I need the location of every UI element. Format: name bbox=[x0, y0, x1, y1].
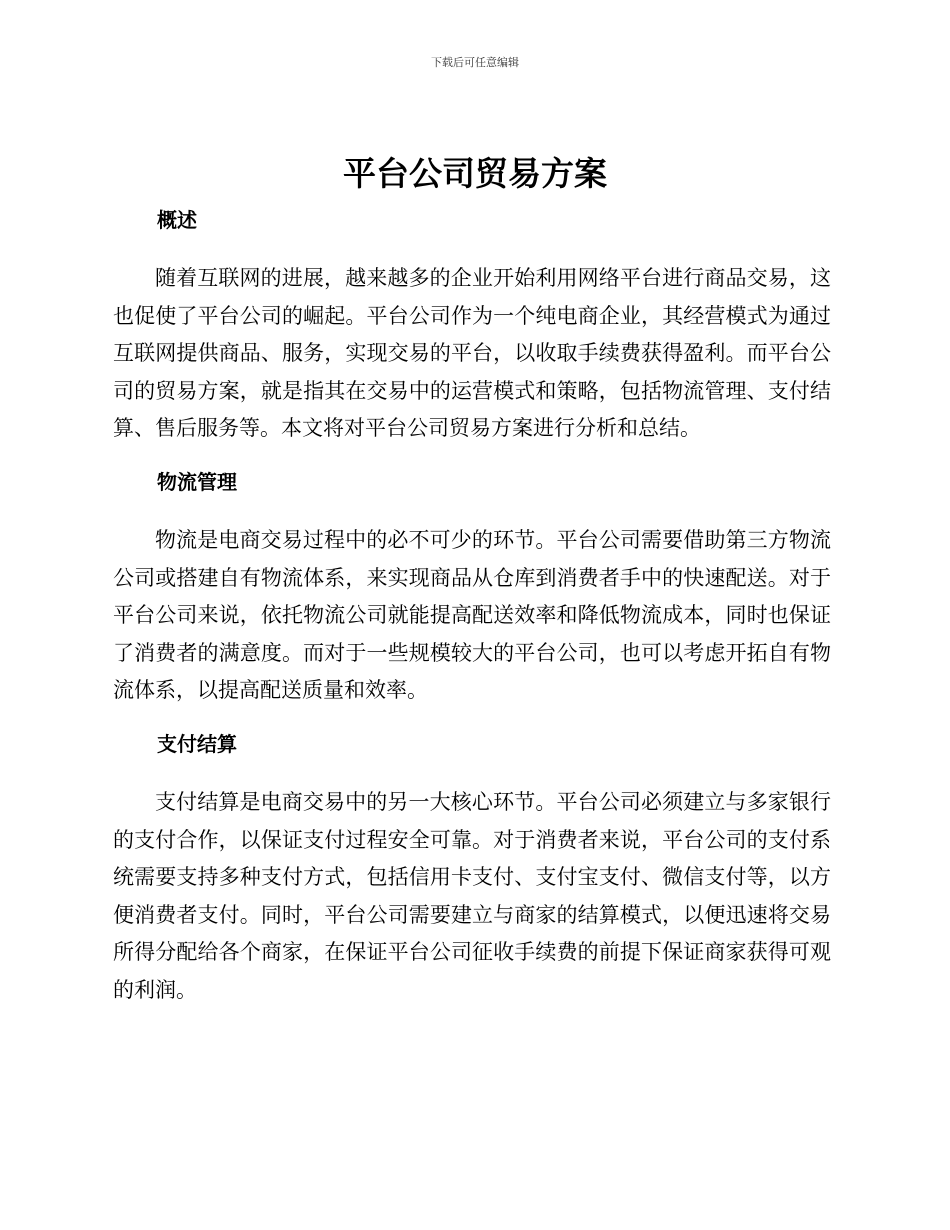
section-payment bbox=[113, 726, 831, 1010]
document-body bbox=[113, 202, 831, 1010]
section-paragraph: 随着互联网的进展，越来越多的企业开始利用网络平台进行商品交易，这也促使了平台公司的崛起。平台公司作为一个纯电商企业，其经营模式为通过互联网提供商品、服务，实现交易的平台，以收取手续费获得盈利。而平台公司的贸易方案，就是指其在交易中的运营模式和策略，包括物流管理、支付结算、售后服务等。本文将对平台公司贸易方案进行分析和总结。 bbox=[113, 266, 831, 441]
section-paragraph: 支付结算是电商交易中的另一大核心环节。平台公司必须建立与多家银行的支付合作，以保证支付过程安全可靠。对于消费者来说，平台公司的支付系统需要支持多种支付方式，包括信用卡支付、支付宝支付、微信支付等，以方便消费者支付。同时，平台公司需要建立与商家的结算模式，以便迅速将交易所得分配给各个商家，在保证平台公司征收手续费的前提下保证商家获得可观的利润。 bbox=[113, 789, 831, 1002]
header-note: 下载后可任意编辑 bbox=[431, 56, 519, 69]
section-heading: 物流管理 bbox=[157, 469, 237, 494]
section-paragraph: 物流是电商交易过程中的必不可少的环节。平台公司需要借助第三方物流公司或搭建自有物流体系，来实现商品从仓库到消费者手中的快速配送。对于平台公司来说，依托物流公司就能提高配送效率和降低物流成本，同时也保证了消费者的满意度。而对于一些规模较大的平台公司，也可以考虑开拓自有物流体系，以提高配送质量和效率。 bbox=[113, 527, 831, 703]
section-heading: 支付结算 bbox=[157, 731, 237, 756]
section-logistics bbox=[113, 464, 831, 710]
document-title: 平台公司贸易方案 bbox=[343, 154, 607, 193]
section-heading: 概述 bbox=[157, 208, 197, 232]
section-overview bbox=[113, 202, 831, 448]
